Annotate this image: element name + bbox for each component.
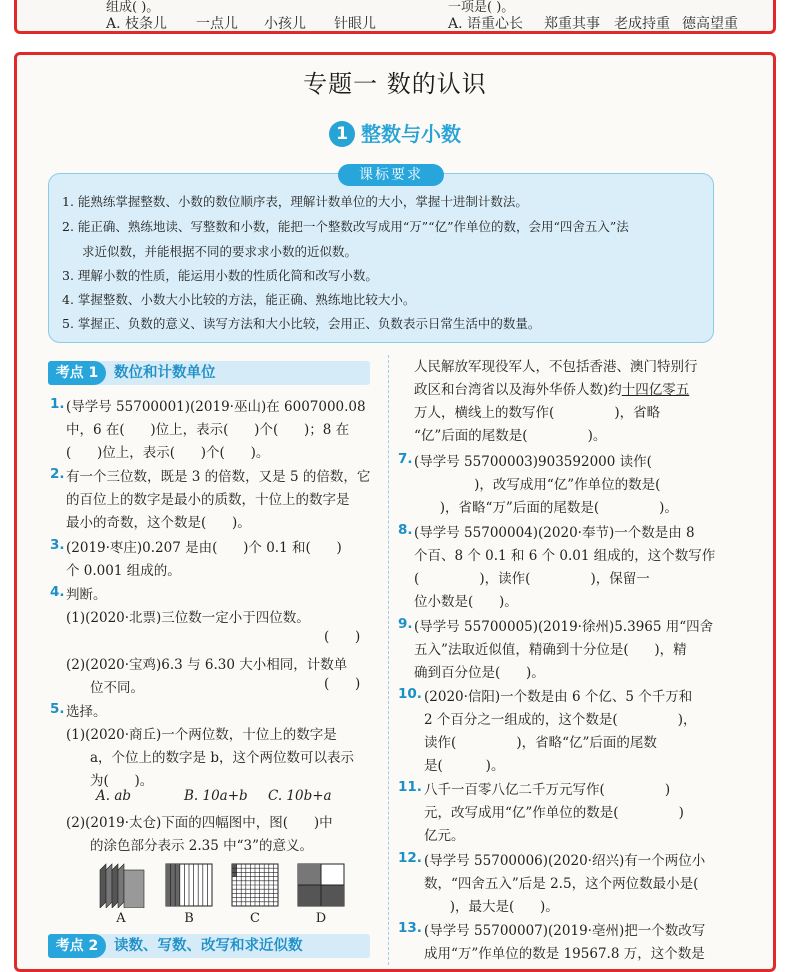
figure-label: B [184,911,194,926]
requirement-item: 1. 能熟练掌握整数、小数的数位顺序表，理解计数单位的大小，掌握十进制计数法。 [62,194,528,209]
question-8-line: ( )，读作( )，保留一 [414,571,650,587]
question-7-line: )，改写成用“亿”作单位的数是( [414,477,661,493]
section-heading [0,118,790,147]
question-12-line: (导学号 55700006)(2020·绍兴)有一个两位小 [424,853,706,869]
prev-right-option-a: A. 语重心长 [448,16,524,32]
question-5-line: a，个位上的数字是 b，这个两位数可以表示 [90,750,354,766]
section-title: 整数与小数 [361,122,461,146]
prev-right-option-d: 德高望重 [682,16,738,32]
question-1-line: (导学号 55700001)(2019·巫山)在 6007000.08 [66,399,366,415]
requirement-item: 3. 理解小数的性质，能运用小数的性质化简和改写小数。 [62,268,378,283]
question-number: 12. [398,850,422,866]
requirement-item: 4. 掌握整数、小数大小比较的方法，能正确、熟练地比较大小。 [62,292,416,307]
question-2-line: 最小的奇数，这个数是( )。 [66,515,251,531]
question-number: 13. [398,920,422,936]
question-6-line: 政区和台湾省以及海外华侨人数)约十四亿零五 [414,382,690,398]
kaodian-2-tag: 考点 2 [48,934,106,958]
question-11-line: 元，改写成用“亿”作单位的数是( ) [424,805,684,821]
kaodian-1-label: 数位和计数单位 [114,365,216,381]
figure-d-quarters [296,862,346,908]
column-divider [388,355,389,965]
question-6-line: 人民解放军现役军人，不包括香港、澳门特别行 [414,359,698,375]
question-4-line: 位不同。 [90,680,144,696]
requirement-item-cont: 求近似数，并能根据不同的要求求小数的近似数。 [82,244,358,259]
question-8-line: 个百、8 个 0.1 和 6 个 0.01 组成的，这个数写作 [414,548,716,564]
question-2-line: 的百位上的数字是最小的质数，十位上的数字是 [66,492,350,508]
question-number: 9. [398,616,413,632]
requirement-item: 5. 掌握正、负数的意义、读写方法和大小比较，会用正、负数表示日常生活中的数量。 [62,316,541,331]
kaodian-2-label: 读数、写数、改写和求近似数 [114,938,303,954]
figure-label: D [315,911,327,926]
question-8-line: (导学号 55700004)(2020·奉节)一个数是由 8 [414,525,695,541]
prev-left-option-d: 针眼儿 [334,16,376,32]
prev-left-option-a: A. 枝条儿 [106,16,168,32]
question-11-line: 亿元。 [424,828,465,844]
question-5-line: (1)(2020·商丘)一个两位数，十位上的数字是 [66,727,337,743]
question-number: 1. [50,396,65,412]
prev-right-option-c: 老成持重 [614,16,670,32]
question-5-line: 选择。 [66,704,107,720]
question-7-line: )，省略“万”后面的尾数是( )。 [414,500,678,516]
question-10-line: (2020·信阳)一个数是由 6 个亿、5 个千万和 [424,689,693,705]
question-1-line: 中，6 在( )位上，表示( )个( )；8 在 [66,422,350,438]
question-number: 11. [398,779,422,795]
question-9-line: 确到百分位是( )。 [414,665,545,681]
kaodian-1-header [48,361,370,385]
question-13-line: (导学号 55700007)(2019·亳州)把一个数改写 [424,923,706,939]
prev-right-stem: 一项是( )。 [448,0,515,15]
question-13-line: 成用“万”作单位的数是 19567.8 万，这个数是 [424,946,705,962]
answer-paren: ( ) [324,676,361,692]
question-number: 5. [50,701,65,717]
figure-a-cubes [96,862,146,908]
question-12-line: 数，“四舍五入”后是 2.5，这个两位数最小是( [424,876,699,892]
option-b: B. 10a+b [184,788,248,804]
question-5-line: (2)(2019·太仓)下面的四幅图中，图( )中 [66,815,333,831]
question-3-line: (2019·枣庄)0.207 是由( )个 0.1 和( ) [66,540,342,556]
answer-paren: ( ) [324,629,361,645]
kaodian-1-tag: 考点 1 [48,361,106,385]
question-4-line: (2)(2020·宝鸡)6.3 与 6.30 大小相同，计数单 [66,657,348,673]
option-a: A. ab [96,788,132,804]
question-number: 2. [50,466,65,482]
question-12-line: )，最大是( )。 [424,899,559,915]
question-number: 4. [50,584,65,600]
question-number: 8. [398,522,413,538]
question-10-line: 是( )。 [424,758,505,774]
question-11-line: 八千一百零八亿二千万元写作( ) [424,782,671,798]
kaodian-2-header [48,934,370,958]
figure-label: A [116,911,126,926]
question-number: 10. [398,686,422,702]
figure-c-grid [230,862,280,908]
question-8-line: 位小数是( )。 [414,594,518,610]
option-c: C. 10b+a [268,788,332,804]
question-2-line: 有一个三位数，既是 3 的倍数，又是 5 的倍数，它 [66,469,371,485]
figure-b-strips [164,862,214,908]
question-5-line: 的涂色部分表示 2.35 中“3”的意义。 [90,838,314,854]
section-number-badge: 1 [329,121,355,147]
question-number: 7. [398,451,413,467]
underlined-number: 十四亿零五 [621,382,690,398]
prev-left-stem: 组成( )。 [106,0,160,15]
question-10-line: 读作( )，省略“亿”后面的尾数 [424,735,657,751]
question-4-line: 判断。 [66,587,107,603]
question-3-line: 个 0.001 组成的。 [66,563,181,579]
prev-left-option-b: 一点儿 [196,16,238,32]
prev-right-option-b: 郑重其事 [544,16,600,32]
prev-left-option-c: 小孩儿 [264,16,306,32]
question-4-line: (1)(2020·北票)三位数一定小于四位数。 [66,610,310,626]
topic-title: 专题一 数的认识 [303,70,487,98]
question-number: 3. [50,537,65,553]
requirement-item: 2. 能正确、熟练地读、写整数和小数，能把一个整数改写成用“万”“亿”作单位的数，会用“四舍五入”法 [62,219,629,234]
question-6-line: 万人，横线上的数写作( )，省略 [414,405,661,421]
question-6-line: “亿”后面的尾数是( )。 [414,428,607,444]
question-9-line: 五入”法取近似值，精确到十分位是( )，精 [414,642,687,658]
figure-label: C [250,911,260,926]
question-9-line: (导学号 55700005)(2019·徐州)5.3965 用“四舍 [414,619,714,635]
question-1-line: ( )位上，表示( )个( )。 [66,445,270,461]
question-10-line: 2 个百分之一组成的，这个数是( )， [424,712,697,728]
question-7-line: (导学号 55700003)903592000 读作( [414,454,652,470]
question-5-line: 为( )。 [90,773,154,789]
curriculum-requirements-tag: 课标要求 [338,164,444,186]
